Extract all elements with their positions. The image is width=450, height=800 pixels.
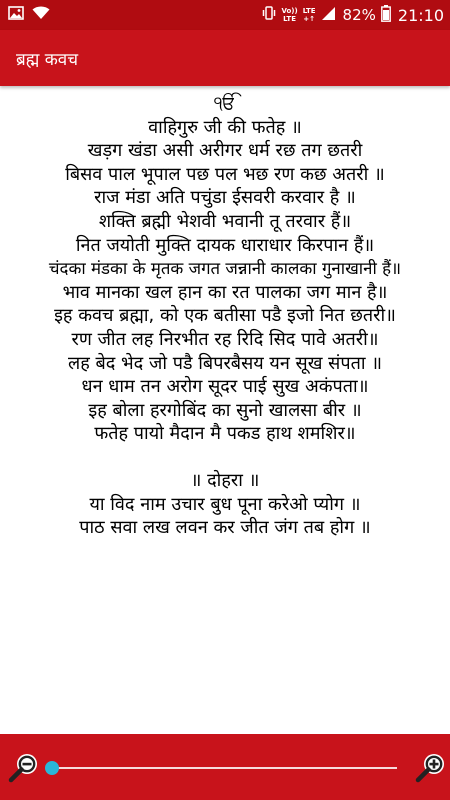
verse-line: रण जीत लह निरभीत रह रिदि सिद पावे अतरी॥	[71, 328, 379, 350]
status-right	[262, 5, 444, 26]
zoom-in-button[interactable]	[412, 750, 448, 786]
volte-indicator	[281, 7, 297, 23]
verse-line: ੴ	[214, 93, 236, 114]
verse-line: बिसव पाल भूपाल पछ पल भछ रण कछ अतरी ॥	[65, 163, 385, 185]
doha-line: पाठ सवा लख लवन कर जीत जंग तब होग ॥	[79, 517, 371, 539]
lte-label-bottom: +↑	[303, 15, 315, 23]
verse-line: धन धाम तन अरोग सूदर पाई सुख अकंपता॥	[81, 376, 369, 398]
doha-heading: ॥ दोहरा ॥	[190, 469, 260, 491]
verse-line: नित जयोती मुक्ति दायक धाराधार किरपान हैं॥	[75, 234, 375, 256]
page-title: ब्रह्म कवच	[16, 49, 79, 70]
zoom-bar	[0, 734, 450, 800]
verse-line: शक्ति ब्रह्मी भेशवी भवानी तू तरवार हैं॥	[98, 210, 352, 232]
zoom-slider-track[interactable]	[52, 767, 397, 769]
verse-line: इह कवच ब्रह्मा, को एक बतीसा पडै इजो नित छतरी॥	[54, 305, 396, 327]
verse-line: खड़ग खंडा असी अरीगर धर्म रछ तग छतरी	[87, 140, 363, 162]
verse-content	[0, 86, 450, 734]
vibrate-icon	[262, 5, 276, 25]
battery-icon	[381, 5, 391, 26]
image-notification-icon	[8, 6, 24, 24]
zoom-out-icon	[5, 750, 41, 786]
status-bar	[0, 0, 450, 30]
verse-line: राज मंडा अति पचुंडा ईसवरी करवार है ॥	[94, 187, 356, 209]
verse-line: इह बोला हरगोबिंद का सुनो खालसा बीर ॥	[88, 399, 362, 421]
verse-line: वाहिगुरु जी की फतेह ॥	[148, 116, 302, 138]
doha-line: या विद नाम उचार बुध पूना करेओ प्योग ॥	[89, 493, 361, 515]
zoom-in-icon	[412, 750, 448, 786]
stanza-gap	[0, 446, 450, 469]
battery-percentage: 82%	[342, 6, 376, 24]
volte-label-bottom: LTE	[283, 15, 296, 23]
verse-line: चंदका मंडका के मृतक जगत जन्नानी कालका गुनाखानी हैं॥	[48, 258, 402, 279]
verse-line: फतेह पायो मैदान मै पकड हाथ शमशिर॥	[94, 423, 356, 445]
status-time: 21:10	[397, 5, 444, 25]
lte-indicator	[303, 7, 316, 23]
zoom-out-button[interactable]	[5, 750, 41, 786]
lte-label-top: LTE	[302, 7, 316, 15]
wifi-icon	[32, 6, 50, 24]
app-bar	[0, 30, 450, 86]
volte-label-top: Vo))	[281, 7, 298, 15]
status-left	[8, 6, 50, 24]
verse-line: भाव मानका खल हान का रत पालका जग मान है॥	[62, 281, 388, 303]
verse-line: लह बेद भेद जो पडै बिपरबैसय यन सूख संपता ॥	[67, 352, 382, 374]
signal-icon	[321, 6, 336, 25]
zoom-slider-thumb[interactable]	[45, 761, 59, 775]
